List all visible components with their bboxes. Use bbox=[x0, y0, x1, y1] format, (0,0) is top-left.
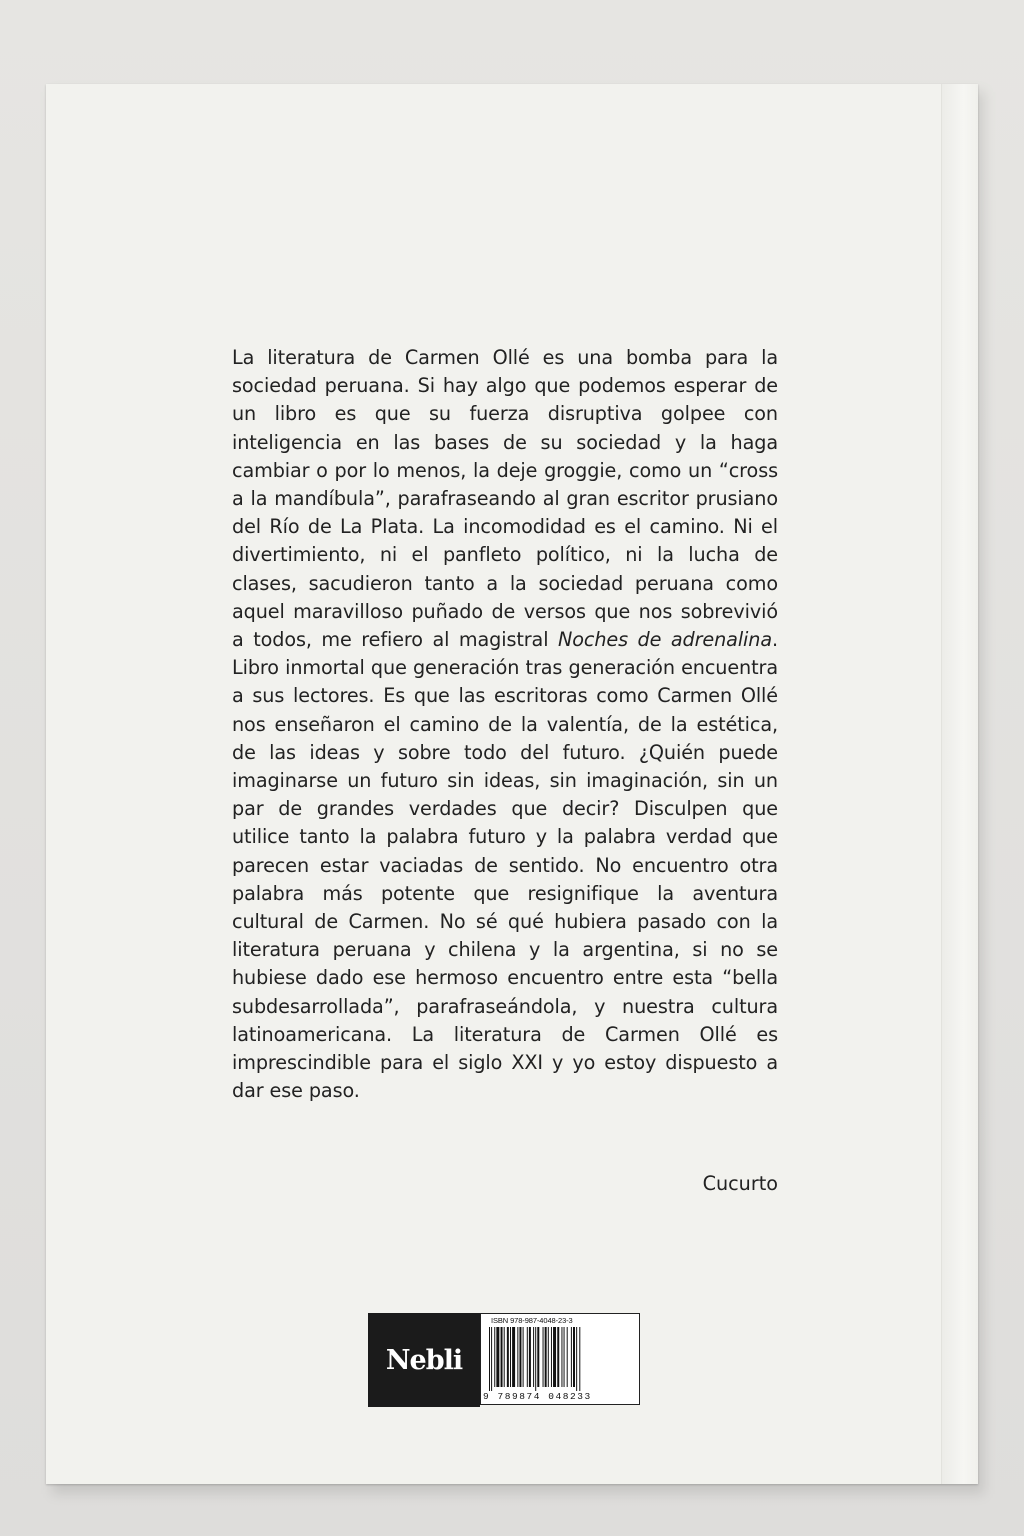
blurb-part-2: . Libro inmortal que generación tras generación encuentra a sus lectores. Es que las escritoras como Carmen Ollé nos enseñaron el camino de la valentía, de la estética, de las ideas y sobre todo del futuro. ¿Quién puede imaginarse un futuro sin ideas, sin imaginación, sin un par de grandes verdades que decir? Disculpen que utilice tanto la palabra futuro y la palabra verdad que parecen estar vaciadas de sentido. No encuentro otra palabra más potente que resignifique la aventura cultural de Carmen. No sé qué hubiera pasado con la literatura peruana y chilena y la argentina, si no se hubiese dado ese hermoso encuentro entre esta “bella subdesarrollada”, parafraseándola, y nuestra cultura latinoamericana. La literatura de Carmen Ollé es imprescindible para el siglo XXI y yo estoy dispuesto a dar ese paso. bbox=[232, 628, 778, 1103]
publisher-logo bbox=[368, 1313, 480, 1407]
book-back-cover bbox=[46, 84, 978, 1484]
barcode-icon bbox=[489, 1327, 633, 1391]
barcode-digits: 9 789874 048233 bbox=[483, 1391, 592, 1402]
blurb-book-title: Noches de adrenalina bbox=[558, 628, 772, 652]
author-signature: Cucurto bbox=[702, 1172, 778, 1195]
blurb-part-1: La literatura de Carmen Ollé es una bomba para la sociedad peruana. Si hay algo que podemos esperar de un libro es que su fuerza disruptiva golpee con inteligencia en las bases de su sociedad y la haga cambiar o por lo menos, la deje groggie, como un “cross a la mandíbula”, parafraseando al gran escritor prusiano del Río de La Plata. La incomodidad es el camino. Ni el divertimiento, ni el panfleto político, ni la lucha de clases, sacudieron tanto a la sociedad peruana como aquel maravilloso puñado de versos que nos sobrevivió a todos, me refiero al magistral bbox=[232, 346, 778, 652]
barcode-box bbox=[480, 1313, 640, 1405]
publisher-logo-text: Nebli bbox=[385, 1344, 463, 1376]
publisher-block bbox=[368, 1313, 640, 1407]
blurb-text bbox=[232, 344, 778, 1105]
isbn-label: ISBN 978-987-4048-23-3 bbox=[491, 1316, 573, 1325]
page-edge bbox=[941, 84, 978, 1484]
